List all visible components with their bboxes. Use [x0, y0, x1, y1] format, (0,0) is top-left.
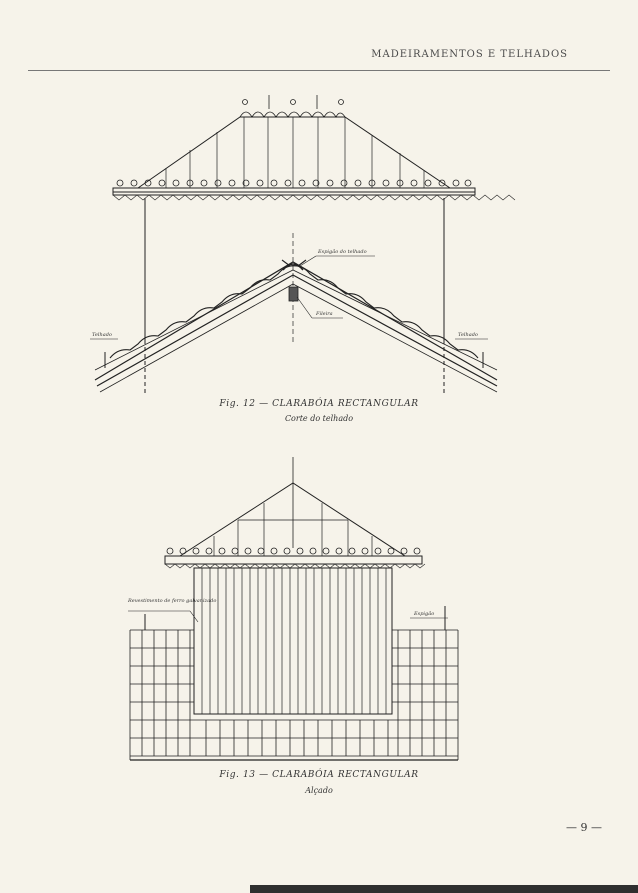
running-header: MADEIRAMENTOS E TELHADOS [371, 49, 568, 60]
fig12-finials [117, 180, 471, 186]
fig13-label-cladding: Revestimento de ferro galvanizado [128, 598, 217, 604]
fig12-glazing-bars [138, 117, 450, 188]
fig13-finials [167, 548, 420, 554]
fig13-drawing [128, 457, 458, 760]
fig12-cornice [113, 188, 515, 200]
fig13-roof-tiles [130, 630, 458, 760]
fig12-crest-ornament [240, 95, 345, 117]
fig12-label-ridge-beam: Fileira [316, 311, 333, 317]
fig13-cladding-panel [194, 568, 392, 714]
fig12-subcaption: Corte do telhado [284, 414, 354, 423]
fig12-label-tile-right: Telhado [458, 332, 478, 338]
fig12-label-tile-left: Telhado [92, 332, 112, 338]
fig12-caption: Fig. 12 — CLARABÓIA RECTANGULAR [219, 399, 419, 409]
fig13-label-ridge: Espigão [414, 611, 435, 617]
fig12-label-ridge: Espigão do telhado [318, 249, 367, 255]
fig13-subcaption: Alçado [305, 786, 333, 795]
fig12-drawing [90, 95, 515, 395]
fig13-caption: Fig. 13 — CLARABÓIA RECTANGULAR [219, 770, 419, 780]
page-number: — 9 — [566, 821, 602, 834]
fig12-roof-section [95, 260, 497, 395]
fig12-skylight-roof [138, 117, 450, 188]
scan-shadow-edge [250, 885, 638, 893]
